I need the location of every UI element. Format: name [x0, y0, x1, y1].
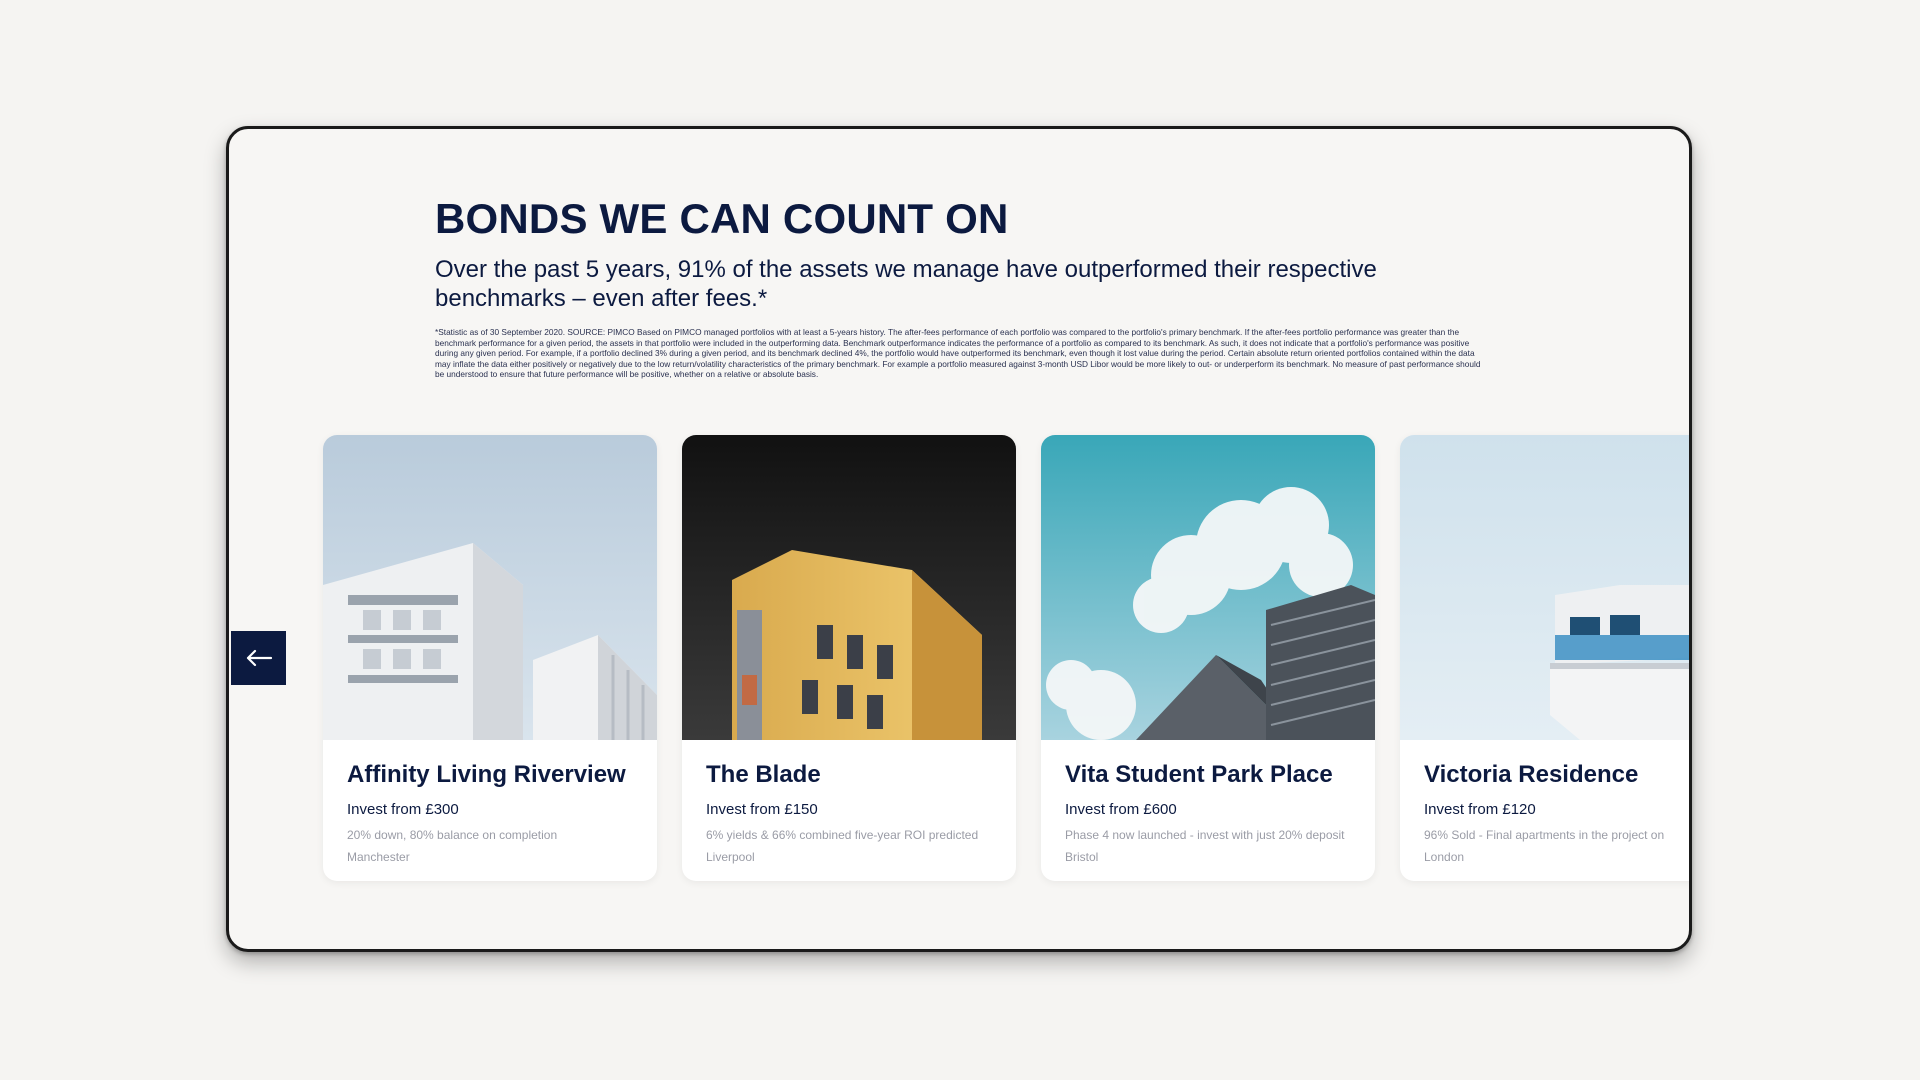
card-body — [1424, 761, 1692, 864]
property-card-affinity[interactable] — [323, 435, 657, 881]
card-description: Phase 4 now launched - invest with just 20% deposit — [1065, 828, 1345, 842]
property-image — [323, 435, 657, 740]
card-location: London — [1424, 850, 1465, 864]
property-card-vita[interactable] — [1041, 435, 1375, 881]
property-carousel — [229, 435, 1692, 879]
card-title: Affinity Living Riverview — [347, 761, 626, 788]
card-title: The Blade — [706, 761, 821, 788]
property-image — [1400, 435, 1692, 740]
disclaimer-text: *Statistic as of 30 September 2020. SOURCE: PIMCO Based on PIMCO managed portfolios with at least a 5-years history. The after-fees performance of each portfolio was compared to the portfolio's primary benchmark. If the after-fees portfolio performance was greater than the benchmark performance for a given period, the assets in that portfolio were included in the outperforming data. Benchmark outperformance indicates the performance of a portfolio as compared to its benchmark. As such, it does not indicate that a portfolio's performance was positive during any given period. For example, if a portfolio declined 3% during a given period, and its benchmark declined 4%, the portfolio would have outperformed its benchmark, even though it lost value during the period. Certain absolute return oriented portfolios contained within the data may inflate the data either positively or negatively due to the low return/volatility characteristics of the primary benchmark. For example a portfolio measured against 3-month USD Libor would be more likely to out- or underperform its benchmark. No measure of past performance should be understood to ensure that future performance will be positive, whether on a relative or absolute basis. — [435, 327, 1481, 380]
card-price: Invest from £150 — [706, 801, 818, 818]
card-title: Victoria Residence — [1424, 761, 1639, 788]
property-card-victoria[interactable] — [1400, 435, 1692, 881]
property-image — [682, 435, 1016, 740]
card-body — [706, 761, 1004, 864]
card-body — [347, 761, 645, 864]
card-price: Invest from £600 — [1065, 801, 1177, 818]
page-subtitle: Over the past 5 years, 91% of the assets we manage have outperformed their respective benchmarks – even after fees.* — [435, 256, 1377, 312]
card-location: Liverpool — [706, 850, 755, 864]
arrow-left-icon — [245, 649, 273, 667]
card-location: Manchester — [347, 850, 410, 864]
card-description: 20% down, 80% balance on completion — [347, 828, 558, 842]
carousel-prev-button[interactable] — [231, 631, 286, 685]
card-description: 6% yields & 66% combined five-year ROI predicted — [706, 828, 979, 842]
intro-section — [435, 195, 1495, 380]
card-description: 96% Sold - Final apartments in the project on — [1424, 828, 1665, 842]
card-body — [1065, 761, 1363, 864]
card-title: Vita Student Park Place — [1065, 761, 1333, 788]
card-price: Invest from £120 — [1424, 801, 1536, 818]
property-image — [1041, 435, 1375, 740]
property-card-blade[interactable] — [682, 435, 1016, 881]
device-frame — [226, 126, 1692, 952]
card-price: Invest from £300 — [347, 801, 459, 818]
page-title: BONDS WE CAN COUNT ON — [435, 195, 1009, 242]
card-location: Bristol — [1065, 850, 1099, 864]
